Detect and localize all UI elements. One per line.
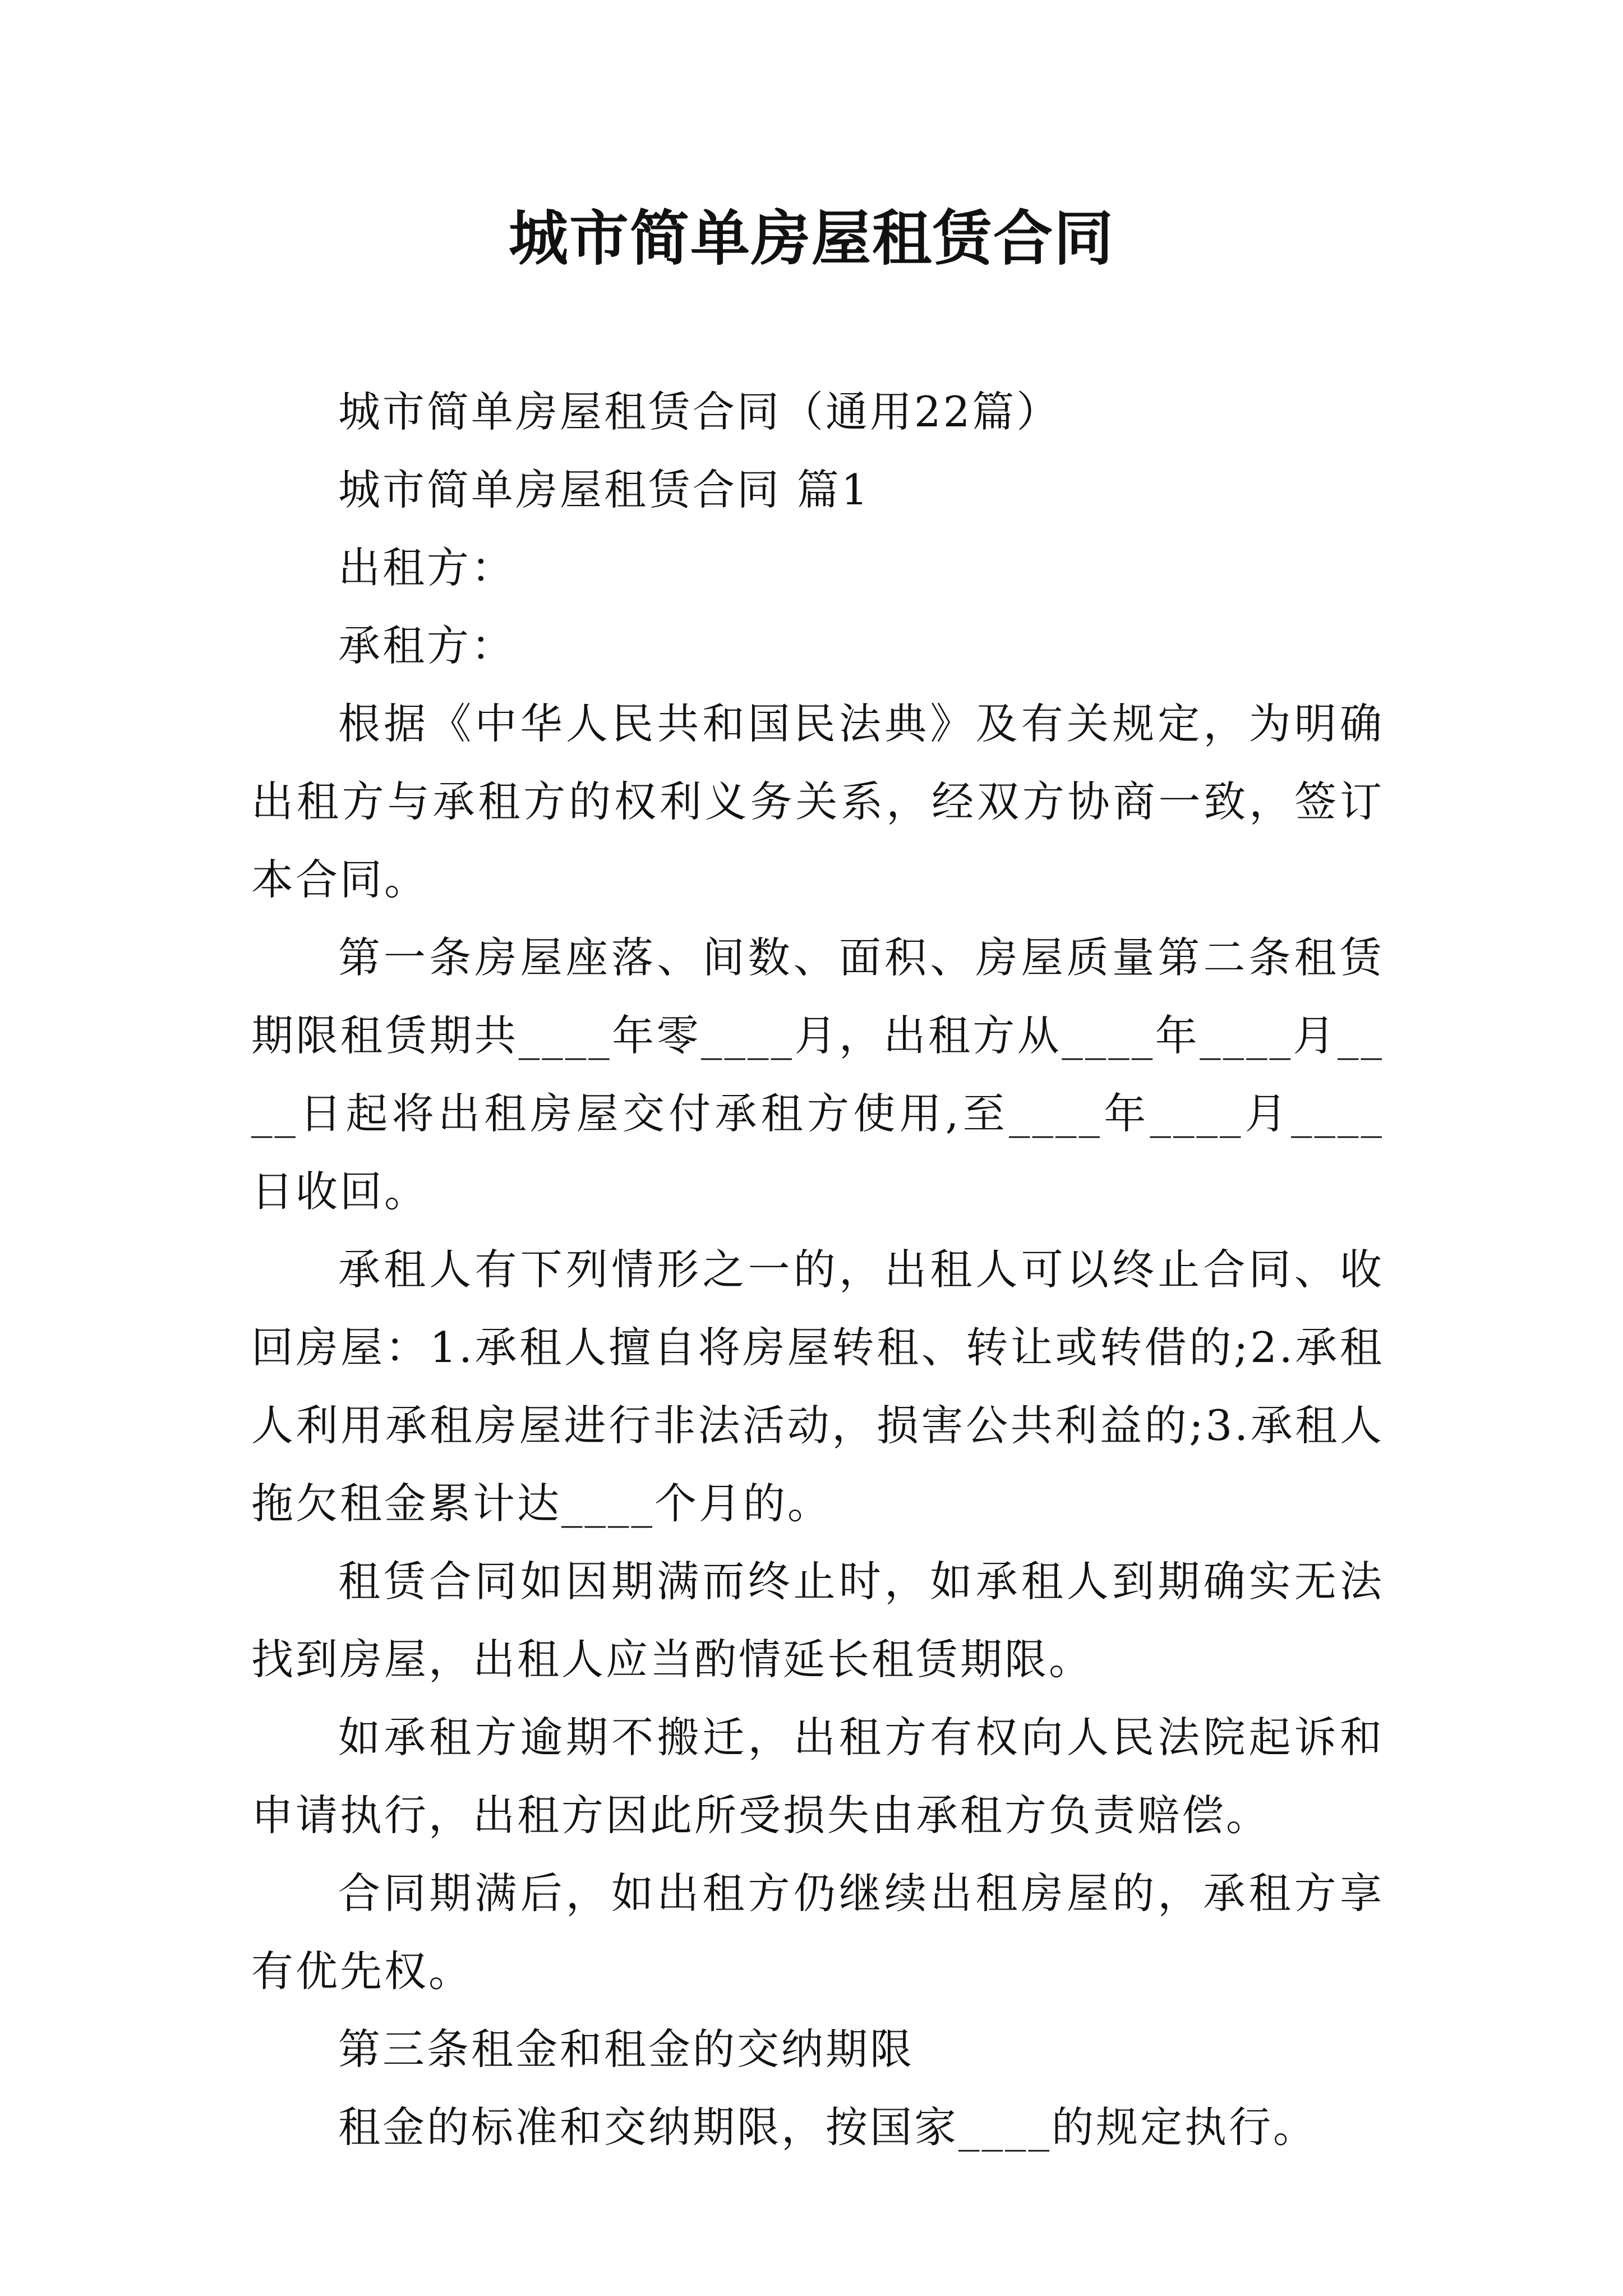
paragraph-subtitle: 城市简单房屋租赁合同（通用22篇） — [338, 387, 1061, 436]
paragraph-section-heading: 城市简单房屋租赁合同 篇1 — [338, 465, 870, 514]
paragraph-lessee: 承租方： — [338, 621, 516, 670]
paragraph-rent-standard: 租金的标准和交纳期限，按国家____的规定执行。 — [338, 2102, 1318, 2152]
paragraph-lessor: 出租方： — [338, 543, 516, 592]
paragraph-overdue-relocation: 如承租方逾期不搬迁，出租方有权向人民法院起诉和申请执行，出租方因此所受损失由承租方负责赔偿。 — [251, 1713, 1384, 1840]
paragraph-termination-conditions: 承租人有下列情形之一的，出租人可以终止合同、收回房屋：1.承租人擅自将房屋转租、转让或转借的;2.承租人利用承租房屋进行非法活动，损害公共利益的;3.承租人拖欠租金累计达____个月的。 — [251, 1245, 1384, 1528]
document-body — [251, 373, 1384, 2166]
paragraph-preamble: 根据《中华人民共和国民法典》及有关规定，为明确出租方与承租方的权利义务关系，经双方协商一致，签订本合同。 — [251, 699, 1384, 904]
paragraph-article-1-2: 第一条房屋座落、间数、面积、房屋质量第二条租赁期限租赁期共____年零____月，出租方从____年____月____日起将出租房屋交付承租方使用,至____年____月____日收回。 — [251, 933, 1384, 1216]
paragraph-expiry-extension: 租赁合同如因期满而终止时，如承租人到期确实无法找到房屋，出租人应当酌情延长租赁期限。 — [251, 1557, 1384, 1684]
document-title: 城市简单房屋租赁合同 — [509, 203, 1114, 273]
paragraph-priority-right: 合同期满后，如出租方仍继续出租房屋的，承租方享有优先权。 — [251, 1869, 1384, 1996]
paragraph-article-3-heading: 第三条租金和租金的交纳期限 — [338, 2024, 915, 2074]
